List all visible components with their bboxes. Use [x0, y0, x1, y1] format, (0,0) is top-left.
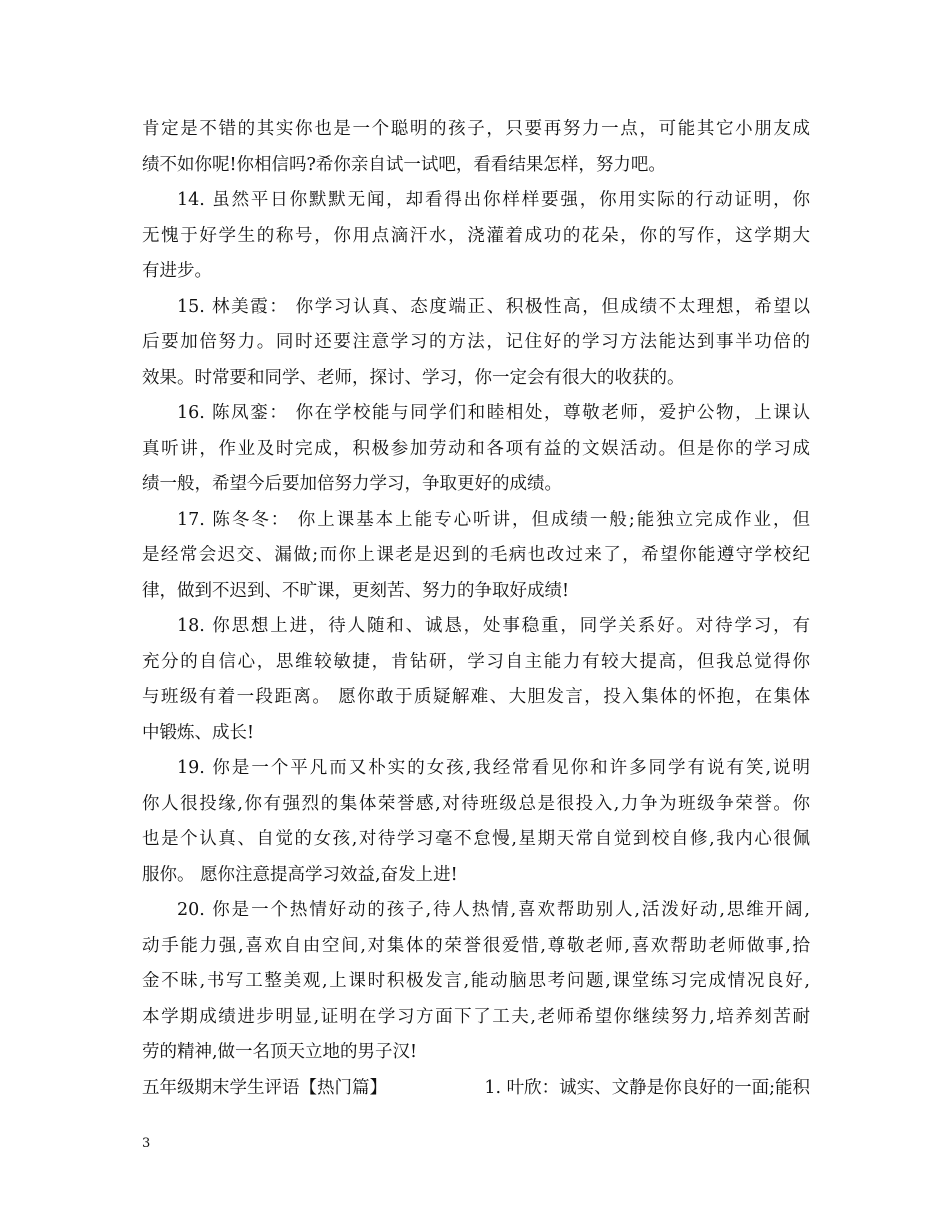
comment-17-line: 律，做到不迟到、不旷课，更刻苦、努力的争取好成绩! [142, 580, 570, 601]
comment-20-line: 20. 你是一个热情好动的孩子,待人热情,喜欢帮助别人,活泼好动,思维开阔, [177, 900, 810, 920]
comment-19-line: 你人很投缘,你有强烈的集体荣誉感,对待班级总是很投入,力争为班级争荣誉。你 [142, 793, 810, 814]
text-line: 肯定是不错的其实你也是一个聪明的孩子，只要再努力一点，可能其它小朋友成 [142, 119, 810, 139]
comment-14-line: 无愧于好学生的称号，你用点滴汗水，浇灌着成功的花朵，你的写作，这学期大 [142, 225, 810, 246]
page-number: 3 [142, 1136, 151, 1151]
document-body [142, 112, 810, 1106]
comment-20-line: 本学期成绩进步明显,证明在学习方面下了工夫,老师希望你继续努力,培养刻苦耐 [142, 1006, 810, 1027]
comment-19-line: 19. 你是一个平凡而又朴实的女孩,我经常看见你和许多同学有说有笑,说明 [177, 758, 810, 778]
comment-15-line: 效果。时常要和同学、老师，探讨、学习，你一定会有很大的收获的。 [142, 367, 685, 388]
comment-14-line: 14. 虽然平日你默默无闻，却看得出你样样要强，你用实际的行动证明，你 [177, 190, 810, 210]
comment-20-line: 动手能力强,喜欢自由空间,对集体的荣誉很爱惜,尊敬老师,喜欢帮助老师做事,拾 [142, 935, 810, 956]
comment-19-line: 也是个认真、自觉的女孩,对待学习毫不怠慢,星期天常自觉到校自修,我内心很佩 [142, 829, 810, 849]
comment-16-line: 16. 陈凤銮： 你在学校能与同学们和睦相处，尊敬老师，爱护公物，上课认 [177, 403, 810, 423]
comment-18-line: 18. 你思想上进，待人随和、诚恳，处事稳重，同学关系好。对待学习，有 [177, 616, 810, 636]
next-comment-start: 1. 叶欣：诚实、文静是你良好的一面;能积 [484, 1077, 810, 1098]
comment-15-line: 后要加倍努力。同时还要注意学习的方法，记住好的学习方法能达到事半功倍的 [142, 332, 810, 352]
comment-18-line: 中锻炼、成长! [142, 722, 255, 743]
comment-20-line: 劳的精神,做一名顶天立地的男子汉! [142, 1042, 418, 1062]
section-heading: 五年级期末学生评语【热门篇】 [142, 1077, 387, 1098]
comment-19-line: 服你。 愿你注意提高学习效益,奋发上进! [142, 864, 458, 885]
comment-20-line: 金不昧,书写工整美观,上课时积极发言,能动脑思考问题,课堂练习完成情况良好, [142, 971, 810, 991]
comment-18-line: 充分的自信心，思维较敏捷，肯钻研，学习自主能力有较大提高，但我总觉得你 [142, 651, 810, 672]
comment-18-line: 与班级有着一段距离。 愿你敢于质疑解难、大胆发言，投入集体的怀抱，在集体 [142, 687, 810, 707]
section-heading-line [142, 1071, 810, 1107]
comment-17-line: 是经常会迟交、漏做;而你上课老是迟到的毛病也改过来了，希望你能遵守学校纪 [142, 545, 810, 565]
comment-17-line: 17. 陈冬冬： 你上课基本上能专心听讲，但成绩一般;能独立完成作业，但 [177, 509, 810, 530]
text-line: 绩不如你呢!你相信吗?希你亲自试一试吧，看看结果怎样，努力吧。 [142, 154, 666, 175]
comment-14-line: 有进步。 [142, 261, 212, 281]
comment-16-line: 绩一般，希望今后要加倍努力学习，争取更好的成绩。 [142, 474, 562, 494]
comment-15-line: 15. 林美霞： 你学习认真、态度端正、积极性高，但成绩不太理想，希望以 [177, 296, 810, 317]
comment-16-line: 真听讲，作业及时完成，积极参加劳动和各项有益的文娱活动。但是你的学习成 [142, 438, 810, 459]
